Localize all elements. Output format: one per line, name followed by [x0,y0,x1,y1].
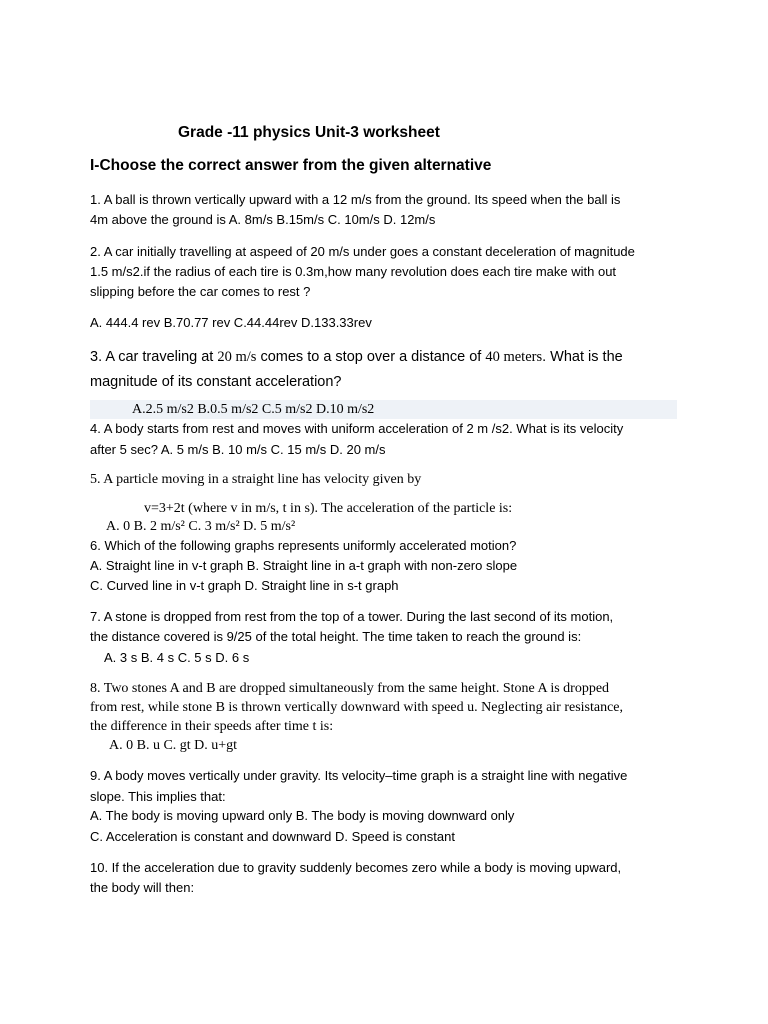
q7-options: A. 3 s B. 4 s C. 5 s D. 6 s [104,650,250,665]
q9-line1: 9. A body moves vertically under gravity. Its velocity–time graph is a straight line with negative [90,768,628,783]
q3-line2: magnitude of its constant acceleration? [90,374,342,390]
q1-line2: 4m above the ground is A. 8m/s B.15m/s C. 10m/s D. 12m/s [90,212,436,227]
q8-options: A. 0 B. u C. gt D. u+gt [109,738,238,753]
q3-text-e: . What is the [542,349,623,365]
q6-line1: 6. Which of the following graphs represents uniformly accelerated motion? [90,538,517,553]
q2-line1: 2. A car initially travelling at aspeed of 20 m/s under goes a constant deceleration of magnitude [90,244,635,259]
q5-line2: v=3+2t (where v in m/s, t in s). The acceleration of the particle is: [144,501,513,516]
q4-line2: after 5 sec? A. 5 m/s B. 10 m/s C. 15 m/s D. 20 m/s [90,442,386,457]
q3-text-a: 3. A car traveling at [90,349,218,365]
q7-line2: the distance covered is 9/25 of the total height. The time taken to reach the ground is: [90,629,582,644]
q8-line2: from rest, while stone B is thrown vertically downward with speed u. Neglecting air resistance, [90,700,624,715]
q9-line3: A. The body is moving upward only B. The body is moving downward only [90,808,515,823]
q6-line2: A. Straight line in v-t graph B. Straight line in a-t graph with non-zero slope [90,558,518,573]
q2-line2: 1.5 m/s2.if the radius of each tire is 0.3m,how many revolution does each tire make with out [90,264,617,279]
q4-line1: 4. A body starts from rest and moves with uniform acceleration of 2 m /s2. What is its velocity [90,421,624,436]
q2-options: A. 444.4 rev B.70.77 rev C.44.44rev D.133.33rev [90,315,372,330]
q9-line2: slope. This implies that: [90,789,226,804]
q5-options: A. 0 B. 2 m/s² C. 3 m/s² D. 5 m/s² [106,519,296,534]
q6-line3: C. Curved line in v-t graph D. Straight line in s-t graph [90,578,399,593]
q3-speed: 20 m/s [217,349,257,365]
q7-line1: 7. A stone is dropped from rest from the top of a tower. During the last second of its motion, [90,609,614,624]
q1-line1: 1. A ball is thrown vertically upward with a 12 m/s from the ground. Its speed when the ball is [90,192,621,207]
worksheet-title: Grade -11 physics Unit-3 worksheet [178,124,440,141]
q10-line2: the body will then: [90,880,195,895]
q8-line3: the difference in their speeds after time t is: [90,719,334,734]
q3-text-c: comes to a stop over a distance of [256,349,486,365]
q10-line1: 10. If the acceleration due to gravity suddenly becomes zero while a body is moving upward, [90,860,622,875]
q3-options: A.2.5 m/s2 B.0.5 m/s2 C.5 m/s2 D.10 m/s2 [132,402,375,417]
section-heading: I-Choose the correct answer from the given alternative [90,157,492,174]
q9-line4: C. Acceleration is constant and downward D. Speed is constant [90,829,455,844]
q8-line1: 8. Two stones A and B are dropped simultaneously from the same height. Stone A is dropped [90,681,610,696]
q3-line1 [90,347,623,367]
q3-distance: 40 meters [485,349,543,365]
q5-line1: 5. A particle moving in a straight line has velocity given by [90,472,422,487]
q2-line3: slipping before the car comes to rest ? [90,284,311,299]
